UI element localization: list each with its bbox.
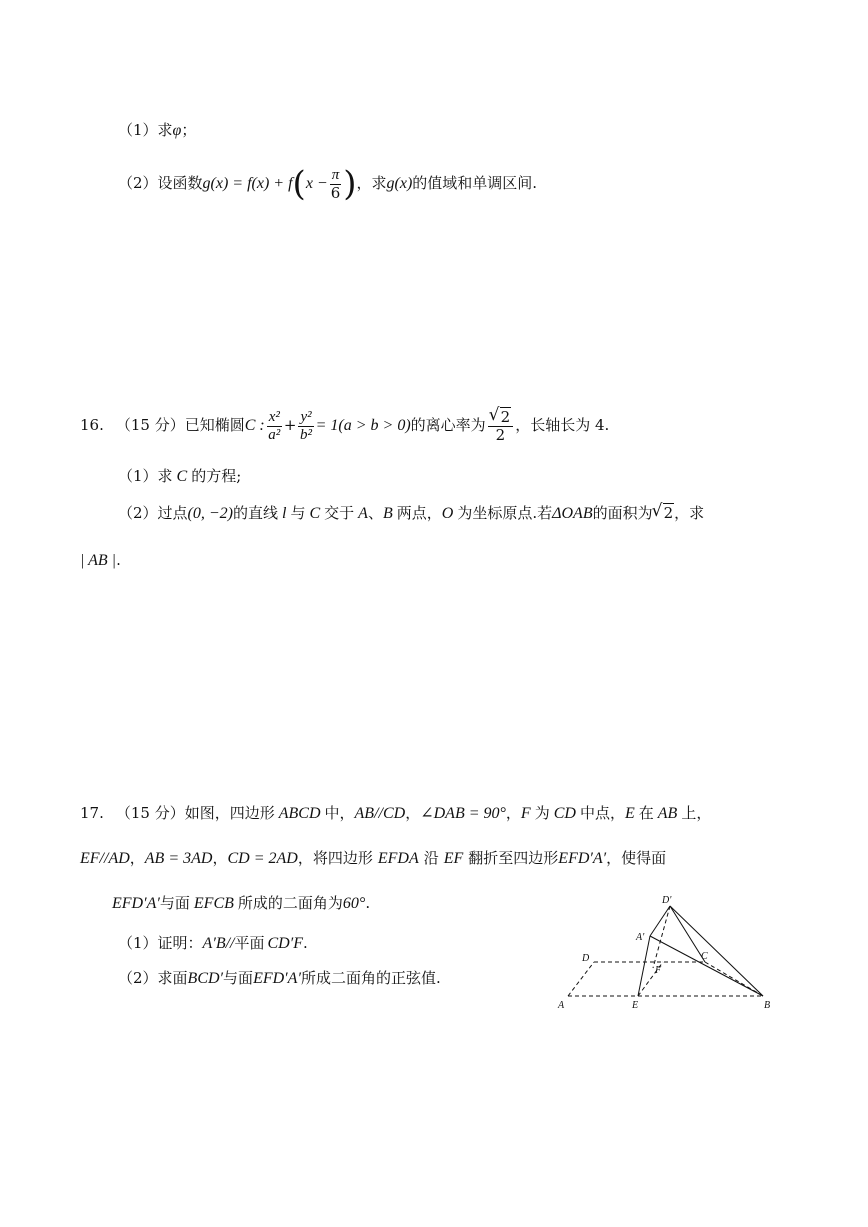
q16-score: （15 分）已知椭圆 — [115, 416, 245, 434]
zai: 在 — [638, 804, 654, 822]
AB-var: AB — [657, 805, 678, 822]
phi-symbol: φ — [172, 122, 182, 139]
plane-EFD-A-prime: EFD′A′ — [253, 970, 301, 987]
CD-var: CD — [553, 805, 576, 822]
radicand: 2 — [500, 407, 511, 426]
edge-AD — [568, 962, 594, 996]
q17-part2-c: 所成二面角的正弦值. — [300, 969, 441, 987]
q16-part2-h: ，求 — [674, 504, 705, 522]
b2: b² — [300, 426, 313, 443]
q16-part2-cont — [80, 550, 121, 571]
a2: a² — [268, 426, 281, 443]
q15-part1-end: ； — [181, 121, 197, 139]
EF-parallel-AD: EF//AD — [80, 850, 130, 867]
plane-CD-prime-F: CD′F — [267, 935, 303, 952]
label-Dprime: D' — [662, 895, 672, 906]
ABCD: ABCD — [278, 805, 321, 822]
q15-part2-label: （2）设函数 — [118, 174, 203, 192]
q17-line2-end: ，使得面 — [606, 849, 667, 867]
edge-DprimeB — [670, 906, 763, 996]
q17-zhong: 中， — [324, 804, 355, 822]
q16-part2-f: 为坐标原点.若 — [457, 504, 553, 522]
q17-plane-text: 平面 — [234, 934, 265, 952]
q16-part2 — [118, 503, 704, 524]
q16-part2-g: 的面积为 — [592, 504, 653, 522]
q15-part2-mid: ，求 — [356, 174, 387, 192]
q16-number: 16. — [80, 416, 104, 434]
x2: x² — [268, 408, 280, 425]
C-colon: C : — [244, 417, 265, 434]
q15-part2 — [118, 163, 537, 204]
q16-part1-label: （1）求 — [118, 467, 173, 485]
sqrt2-numerator — [488, 409, 514, 427]
q15-part1-label: （1）求 — [118, 121, 173, 139]
right-paren: ) — [343, 164, 357, 204]
C-var: C — [176, 468, 188, 485]
O-var: O — [441, 505, 454, 522]
sqrt-symbol — [490, 409, 512, 426]
q16-stem — [80, 405, 609, 446]
q17-line3-end: . — [365, 894, 371, 912]
mid-point-text: 中点， — [579, 804, 625, 822]
label-D: D — [582, 953, 590, 964]
q16-part2-a: （2）过点 — [118, 504, 188, 522]
sqrt2-area — [653, 503, 675, 523]
q15-part2-end: 的值域和单调区间. — [412, 174, 538, 192]
pi-numerator: π — [331, 166, 340, 183]
label-F: F — [655, 965, 662, 976]
fold-text: 翻折至四边形 — [468, 849, 559, 867]
x-minus: x − — [305, 175, 328, 192]
q16-part2-b: 的直线 — [233, 504, 279, 522]
label-E: E — [632, 1000, 639, 1011]
q17-stem-3 — [112, 893, 370, 914]
label-B: B — [764, 1000, 771, 1011]
eq-condition: = 1(a > b > 0) — [315, 417, 411, 434]
q17-score: （15 分）如图，四边形 — [115, 804, 275, 822]
EFD-A-prime: EFD′A′ — [558, 850, 607, 867]
x2-over-a2 — [267, 409, 282, 444]
angle-DAB: ∠DAB = 90° — [420, 805, 506, 822]
q15-part1 — [118, 120, 196, 141]
q16-part1-end: 的方程; — [191, 467, 242, 485]
left-paren: ( — [292, 164, 306, 204]
triangle-OAB: ΔOAB — [552, 505, 593, 522]
EFD-A-prime-2: EFD′A′ — [112, 895, 160, 912]
sqrt2-over-2 — [488, 409, 514, 444]
wei: 为 — [534, 804, 550, 822]
EFDA: EFDA — [377, 850, 419, 867]
label-A: A — [558, 1000, 565, 1011]
AB-parallel-CD: AB//CD — [354, 805, 406, 822]
comma-4: ， — [212, 849, 228, 867]
q17-part1-label: （1）证明： — [118, 934, 203, 952]
q17-part2-a: （2）求面 — [118, 969, 188, 987]
q16-part2-e: 两点， — [396, 504, 442, 522]
q17-line3-b: 与面 — [159, 894, 190, 912]
CD-eq-2AD: CD = 2AD — [227, 850, 298, 867]
geometry-figure — [550, 890, 785, 1015]
A-prime-B-parallel: A′B// — [202, 935, 235, 952]
q17-part2-b: 与面 — [223, 969, 254, 987]
q16-part1 — [118, 466, 241, 487]
line-l: l — [282, 505, 287, 522]
q17-stem-1 — [80, 803, 711, 824]
C-var-2: C — [309, 505, 321, 522]
q17-part1-end: . — [303, 934, 308, 952]
label-C: C — [701, 951, 708, 962]
comma-3: ， — [129, 849, 145, 867]
A-var: A — [358, 505, 368, 522]
dun-comma: 、 — [367, 504, 383, 522]
B-var: B — [382, 505, 393, 522]
two-denominator: 2 — [495, 425, 506, 444]
ecc-text: 的离心率为 — [410, 416, 486, 434]
shang: 上， — [681, 804, 712, 822]
q17-line3-c: 所成的二面角为 — [237, 894, 343, 912]
E-var: E — [624, 805, 635, 822]
q17-number: 17. — [80, 804, 104, 822]
g-x-expr: g(x) — [386, 175, 413, 192]
g-of-x-expr: g(x) = f(x) + f — [202, 175, 293, 192]
yan: 沿 — [423, 849, 439, 867]
comma-2: ， — [505, 804, 521, 822]
abs-AB: | AB | — [80, 552, 117, 569]
y2-over-b2 — [298, 409, 313, 444]
edge-DprimeC — [670, 906, 705, 962]
plus-sign: + — [283, 416, 297, 434]
radicand-2: 2 — [663, 504, 674, 522]
y2: y² — [300, 408, 312, 425]
plane-BCD-prime: BCD′ — [187, 970, 224, 987]
EF: EF — [443, 850, 464, 867]
edge-DprimeF — [653, 906, 670, 968]
label-Aprime: A' — [636, 932, 645, 943]
q16-part2-d: 交于 — [324, 504, 355, 522]
edge-DprimeAprime — [650, 906, 670, 936]
q17-part2 — [118, 968, 441, 989]
q17-line2-d: ，将四边形 — [297, 849, 373, 867]
pi-over-6 — [330, 167, 342, 202]
sixty-degrees: 60° — [342, 895, 366, 912]
EFCB: EFCB — [193, 895, 234, 912]
major-axis-text: ，长轴长为 4. — [515, 416, 610, 434]
AB-eq-3AD: AB = 3AD — [144, 850, 213, 867]
F-var: F — [520, 805, 531, 822]
point-0-neg2: (0, −2) — [187, 505, 233, 522]
q17-stem-2 — [80, 848, 666, 869]
q16-period: . — [116, 551, 121, 569]
edge-AprimeB — [650, 936, 763, 996]
six-denominator: 6 — [330, 183, 341, 202]
q17-part1 — [118, 933, 308, 954]
q16-part2-c: 与 — [290, 504, 306, 522]
comma-1: ， — [405, 804, 421, 822]
